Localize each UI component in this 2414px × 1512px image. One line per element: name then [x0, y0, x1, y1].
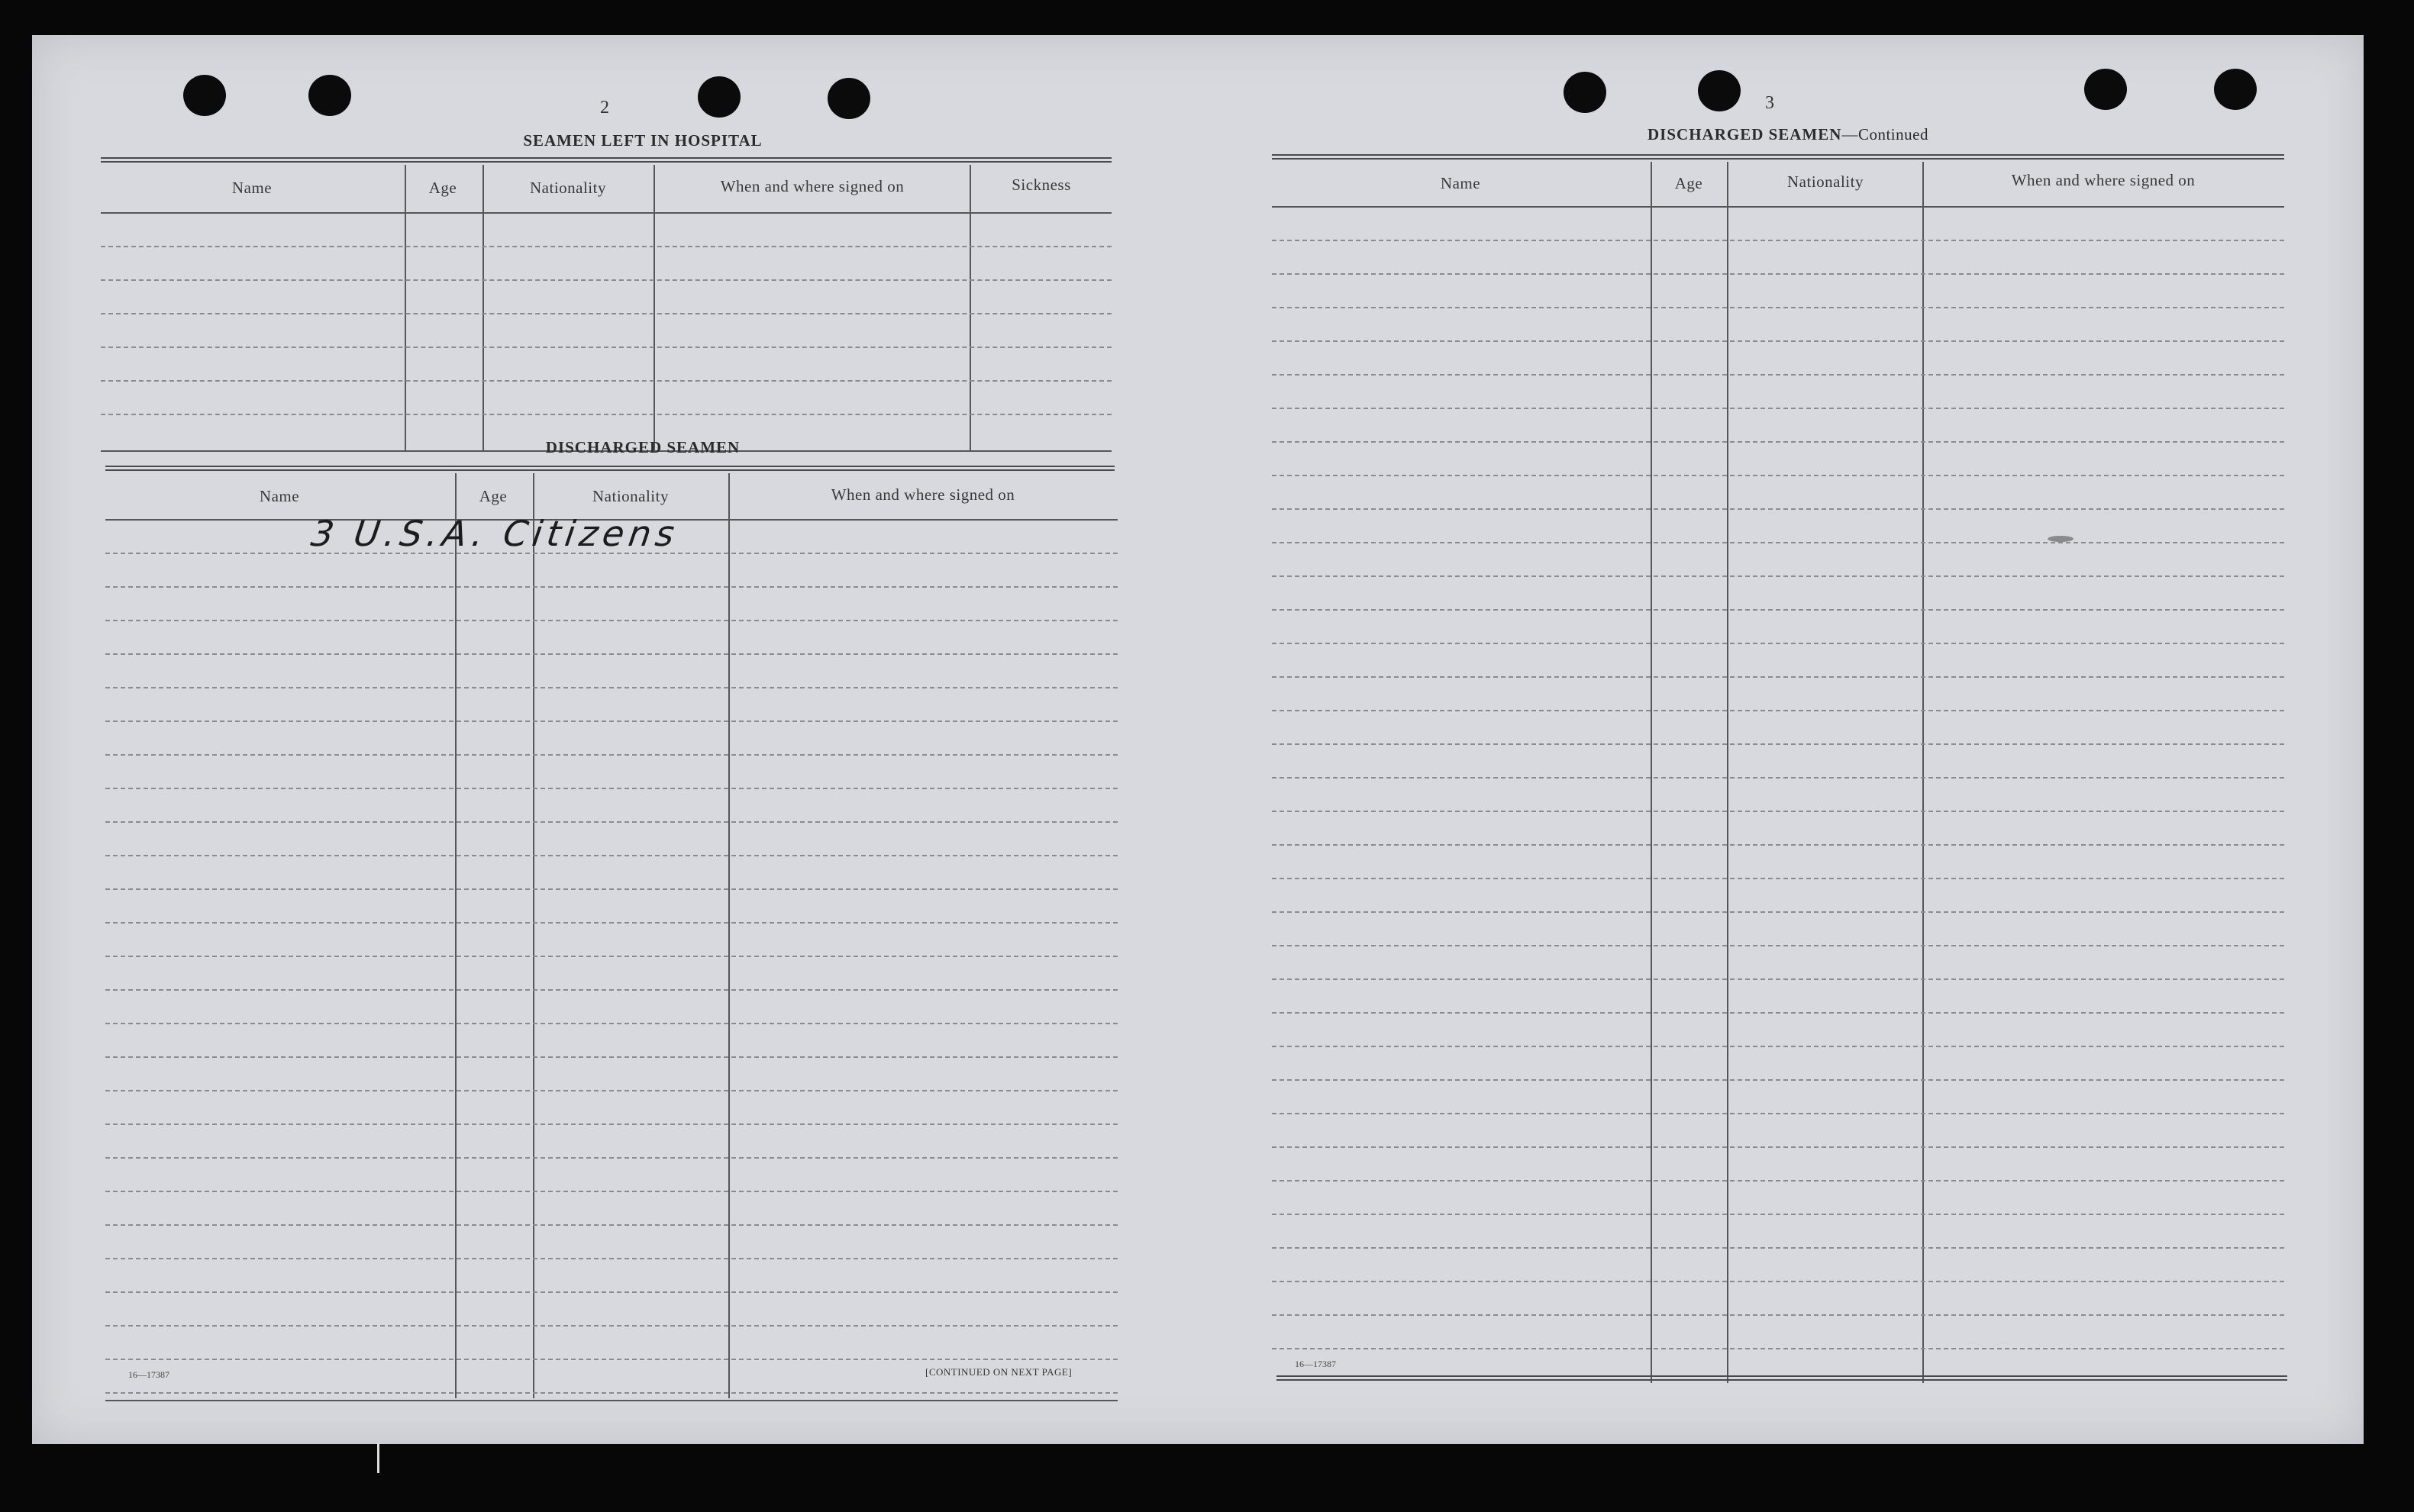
hospital-col-divider [482, 165, 484, 450]
hospital-col-age: Age [428, 179, 457, 197]
row-rule [105, 1258, 1118, 1259]
row-rule [105, 821, 1118, 823]
discharged-col-nationality: Nationality [592, 487, 669, 505]
row-rule [1272, 743, 2284, 745]
row-rule [1272, 676, 2284, 678]
row-rule [1272, 1012, 2284, 1014]
row-rule [1272, 441, 2284, 443]
hospital-col-name: Name [231, 179, 273, 197]
row-rule [1272, 374, 2284, 376]
right-subheader-rule [1272, 206, 2284, 208]
row-rule [1272, 945, 2284, 946]
row-rule [101, 347, 1112, 348]
right-header-rule [1272, 154, 2284, 160]
row-rule [101, 380, 1112, 382]
row-rule [1272, 273, 2284, 275]
row-rule [1272, 1314, 2284, 1316]
right-section-title [1544, 125, 2032, 144]
punch-hole-icon [1564, 72, 1606, 113]
row-rule [105, 888, 1118, 890]
row-rule [1272, 1079, 2284, 1081]
handwritten-entry: 3 U.S.A. Citizens [308, 513, 682, 554]
right-col-nationality: Nationality [1787, 172, 1864, 191]
row-rule [1272, 340, 2284, 342]
row-rule [1272, 609, 2284, 611]
row-rule [105, 586, 1118, 588]
row-rule [105, 687, 1118, 688]
row-rule [105, 1124, 1118, 1125]
left-form-code: 16—17387 [128, 1369, 169, 1380]
row-rule [105, 1359, 1118, 1360]
discharged-header-rule [105, 466, 1115, 471]
right-bottom-rule [1276, 1375, 2287, 1381]
row-rule [105, 653, 1118, 655]
row-rule [1272, 878, 2284, 879]
row-rule [1272, 1113, 2284, 1114]
row-rule [1272, 811, 2284, 812]
row-rule [1272, 1046, 2284, 1047]
row-rule [1272, 844, 2284, 846]
row-rule [1272, 1146, 2284, 1148]
row-rule [101, 414, 1112, 415]
punch-hole-icon [2214, 69, 2257, 110]
row-rule [105, 1191, 1118, 1192]
row-rule [1272, 542, 2284, 543]
row-rule [1272, 1247, 2284, 1249]
row-rule [105, 754, 1118, 756]
right-col-when-where: When and where signed on [2011, 171, 2196, 189]
hospital-header-rule [101, 157, 1112, 163]
right-col-divider [1922, 162, 1924, 1383]
punch-hole-icon [308, 75, 351, 116]
right-section-title-suffix: —Continued [1841, 125, 1928, 143]
row-rule [105, 855, 1118, 856]
ink-smudge [2048, 536, 2074, 542]
discharged-bottom-rule [105, 1400, 1118, 1401]
row-rule [101, 246, 1112, 247]
row-rule [1272, 978, 2284, 980]
row-rule [105, 1090, 1118, 1091]
row-rule [105, 922, 1118, 924]
row-rule [101, 279, 1112, 281]
hospital-col-when-where: When and where signed on [720, 177, 905, 195]
left-page-number: 2 [600, 98, 609, 118]
discharged-col-divider [533, 473, 534, 1398]
row-rule [1272, 777, 2284, 779]
row-rule [105, 1392, 1118, 1394]
hospital-col-sickness: Sickness [1012, 176, 1071, 194]
right-col-name: Name [1440, 174, 1481, 192]
right-col-age: Age [1674, 174, 1703, 192]
row-rule [1272, 307, 2284, 308]
punch-hole-icon [2084, 69, 2127, 110]
right-form-code: 16—17387 [1295, 1359, 1336, 1369]
right-page-number: 3 [1765, 93, 1774, 113]
discharged-col-name: Name [259, 487, 300, 505]
row-rule [105, 1157, 1118, 1159]
row-rule [105, 1325, 1118, 1327]
row-rule [1272, 508, 2284, 510]
row-rule [1272, 575, 2284, 577]
row-rule [1272, 1348, 2284, 1349]
right-col-divider [1651, 162, 1652, 1383]
hospital-section-title: SEAMEN LEFT IN HOSPITAL [523, 131, 763, 150]
row-rule [105, 1056, 1118, 1058]
form-sheet [32, 35, 2364, 1444]
discharged-col-divider [455, 473, 457, 1398]
punch-hole-icon [828, 78, 870, 119]
row-rule [105, 620, 1118, 621]
discharged-col-age: Age [479, 487, 508, 505]
right-section-title-main: DISCHARGED SEAMEN [1648, 125, 1842, 143]
film-edge-mark [377, 1443, 379, 1473]
row-rule [1272, 408, 2284, 409]
row-rule [1272, 475, 2284, 476]
row-rule [101, 313, 1112, 314]
row-rule [1272, 643, 2284, 644]
hospital-col-divider [405, 165, 406, 450]
row-rule [105, 1023, 1118, 1024]
punch-hole-icon [183, 75, 226, 116]
row-rule [1272, 1180, 2284, 1182]
discharged-col-when-where: When and where signed on [831, 485, 1015, 504]
hospital-col-nationality: Nationality [530, 179, 606, 197]
row-rule [105, 989, 1118, 991]
punch-hole-icon [1698, 70, 1741, 111]
discharged-col-divider [728, 473, 730, 1398]
row-rule [1272, 1281, 2284, 1282]
punch-hole-icon [698, 76, 741, 118]
hospital-subheader-rule [101, 212, 1112, 214]
row-rule [105, 1224, 1118, 1226]
row-rule [105, 721, 1118, 722]
discharged-section-title: DISCHARGED SEAMEN [545, 438, 741, 456]
row-rule [1272, 710, 2284, 711]
right-col-divider [1727, 162, 1728, 1383]
hospital-col-divider [654, 165, 655, 450]
row-rule [105, 956, 1118, 957]
row-rule [1272, 240, 2284, 241]
row-rule [1272, 911, 2284, 913]
hospital-col-divider [970, 165, 971, 450]
continued-note: [CONTINUED ON NEXT PAGE] [925, 1366, 1073, 1378]
row-rule [105, 1291, 1118, 1293]
row-rule [105, 788, 1118, 789]
row-rule [1272, 1214, 2284, 1215]
